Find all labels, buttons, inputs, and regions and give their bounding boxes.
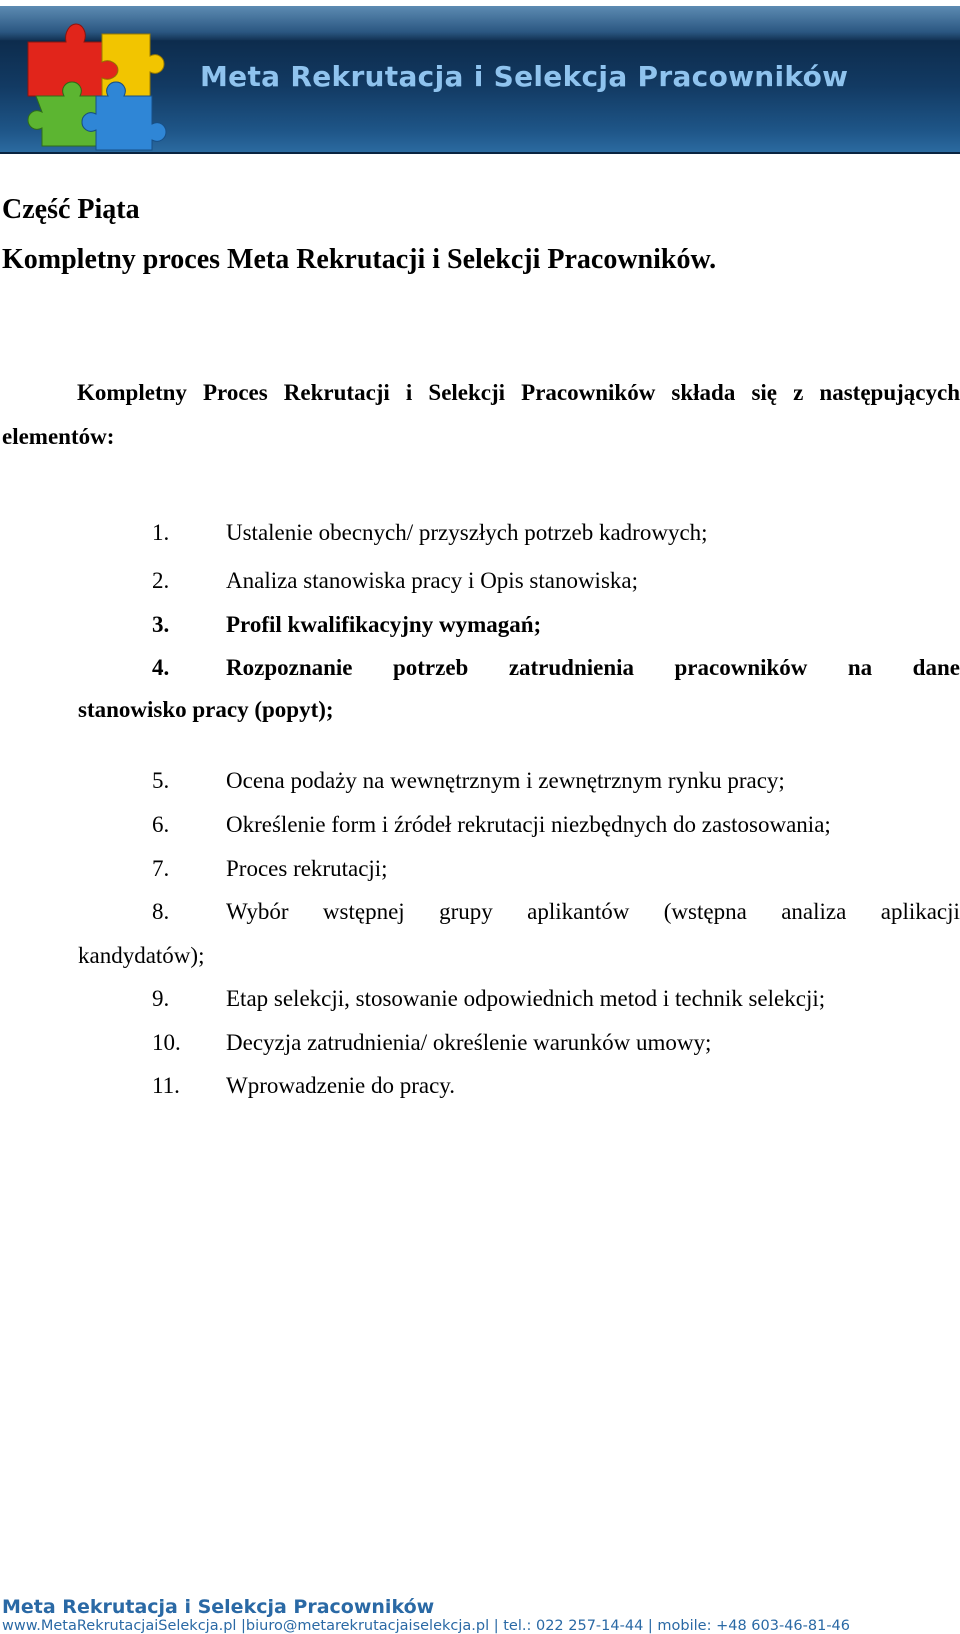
word: Proces: [202, 380, 268, 405]
list-item-text: [226, 899, 960, 925]
word: Kompletny: [77, 380, 187, 405]
list-item-text: Wprowadzenie do pracy.: [226, 1073, 456, 1098]
list-item-number: 9.: [152, 986, 170, 1011]
word: dane: [912, 655, 960, 680]
word: aplikantów: [527, 899, 630, 924]
word: potrzeb: [392, 655, 469, 680]
intro-line-1: [77, 380, 960, 406]
list-item-continuation: stanowisko pracy (popyt);: [78, 697, 334, 722]
list-item-number: 1.: [152, 520, 170, 545]
part-title: Część Piąta: [2, 194, 140, 225]
puzzle-logo-icon: [18, 12, 168, 152]
list-item-number: 4.: [152, 655, 170, 680]
word: wstępnej: [322, 899, 405, 924]
word: Wybór: [226, 899, 289, 924]
word: analiza: [781, 899, 847, 924]
intro-line-2: elementów:: [2, 424, 115, 449]
word: (wstępna: [663, 899, 747, 924]
list-item-number: 11.: [152, 1073, 180, 1098]
list-item-number: 7.: [152, 856, 170, 881]
list-item-text: Etap selekcji, stosowanie odpowiednich metod i technik selekcji;: [226, 986, 826, 1011]
list-item-text: Analiza stanowiska pracy i Opis stanowiska;: [226, 568, 638, 593]
list-item-text: [226, 655, 960, 681]
document-title: Kompletny proces Meta Rekrutacji i Selekcji Pracowników.: [2, 244, 717, 275]
word: pracowników: [674, 655, 808, 680]
word: Rozpoznanie: [226, 655, 353, 680]
list-item-text: Ustalenie obecnych/ przyszłych potrzeb kadrowych;: [226, 520, 708, 545]
list-item-text: Decyzja zatrudnienia/ określenie warunków umowy;: [226, 1030, 712, 1055]
word: i: [405, 380, 413, 405]
list-item-number: 8.: [152, 899, 170, 924]
list-item-number: 6.: [152, 812, 170, 837]
word: Pracowników: [521, 380, 656, 405]
list-item-text: Profil kwalifikacyjny wymagań;: [226, 612, 542, 637]
list-item-text: Proces rekrutacji;: [226, 856, 388, 881]
footer-contact-info: www.MetaRekrutacjaiSelekcja.pl |biuro@metarekrutacjaiselekcja.pl | tel.: 022 257-14-44 | mobile: +48 603-46-81-46: [2, 1618, 851, 1634]
list-item-continuation: kandydatów);: [78, 943, 205, 968]
header-banner: [0, 6, 960, 154]
word: na: [847, 655, 873, 680]
word: Rekrutacji: [283, 380, 390, 405]
list-item-text: Określenie form i źródeł rekrutacji niezbędnych do zastosowania;: [226, 812, 831, 837]
footer-company-name: Meta Rekrutacja i Selekcja Pracowników: [2, 1596, 435, 1618]
word: następujących: [819, 380, 960, 405]
list-item-text: Ocena podaży na wewnętrznym i zewnętrznym rynku pracy;: [226, 768, 785, 793]
list-item-number: 10.: [152, 1030, 181, 1055]
word: z: [793, 380, 804, 405]
word: aplikacji: [880, 899, 960, 924]
banner-title: Meta Rekrutacja i Selekcja Pracowników: [200, 60, 849, 93]
word: grupy: [439, 899, 493, 924]
list-item-number: 3.: [152, 612, 170, 637]
word: się: [751, 380, 778, 405]
list-item-number: 2.: [152, 568, 170, 593]
word: składa: [671, 380, 736, 405]
word: zatrudnienia: [508, 655, 635, 680]
list-item-number: 5.: [152, 768, 170, 793]
word: Selekcji: [428, 380, 506, 405]
